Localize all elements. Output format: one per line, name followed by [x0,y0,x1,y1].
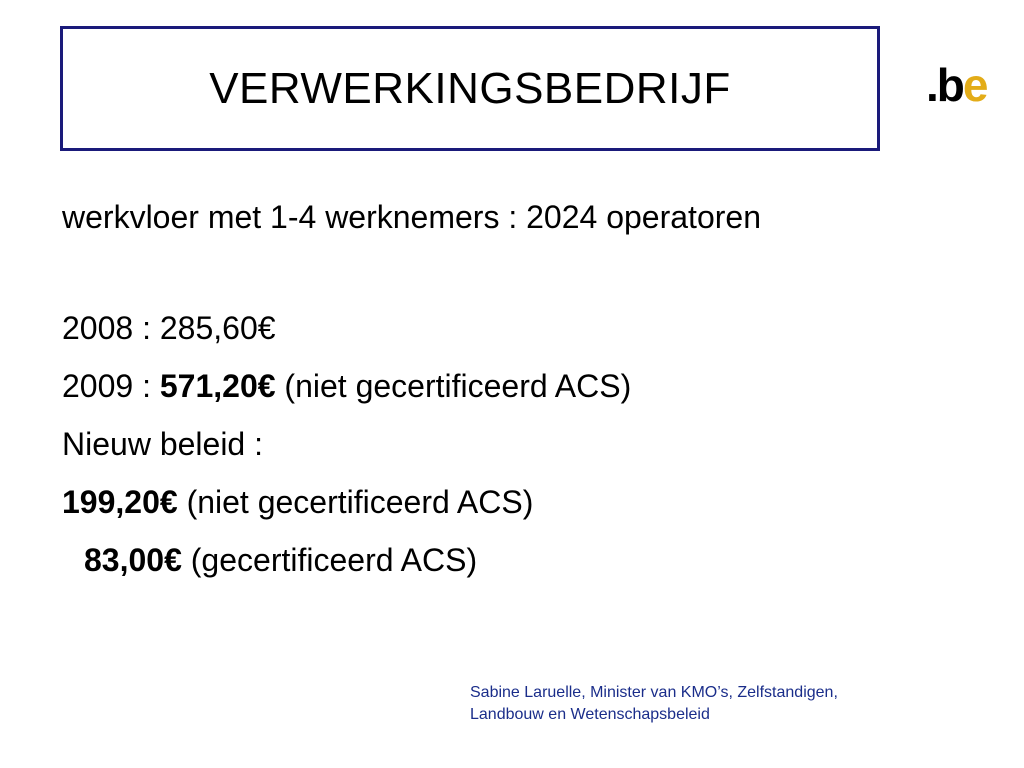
logo-letter-e: e [962,59,987,111]
certified-suffix: (gecertificeerd ACS) [181,542,478,578]
be-logo [926,59,987,111]
line-2009-suffix: (niet gecertificeerd ACS) [275,368,632,404]
line-2009-amount: 571,20€ [159,368,276,404]
content-spacer [62,246,761,299]
content-line-certified [62,531,761,589]
uncertified-suffix: (niet gecertificeerd ACS) [177,484,534,520]
content-line-2008: 2008 : 285,60€ [62,310,276,346]
content-line-2009 [62,357,761,415]
slide-title: VERWERKINGSBEDRIJF [209,63,731,113]
uncertified-amount: 199,20€ [62,484,178,520]
certified-amount: 83,00€ [84,542,182,578]
line-2009-prefix: 2009 : [62,368,160,404]
footer-credit [470,682,838,726]
title-box [60,26,880,151]
content-line-new-policy: Nieuw beleid : [62,426,263,462]
content-line-uncertified [62,473,761,531]
slide-content [62,188,761,589]
logo-dot: . [926,59,937,111]
logo-letter-b: b [936,59,963,111]
footer-line-1: Sabine Laruelle, Minister van KMO’s, Zelfstandigen, [470,684,838,701]
content-line-workers: werkvloer met 1-4 werknemers : 2024 operatoren [62,199,761,235]
footer-line-2: Landbouw en Wetenschapsbeleid [470,706,710,723]
